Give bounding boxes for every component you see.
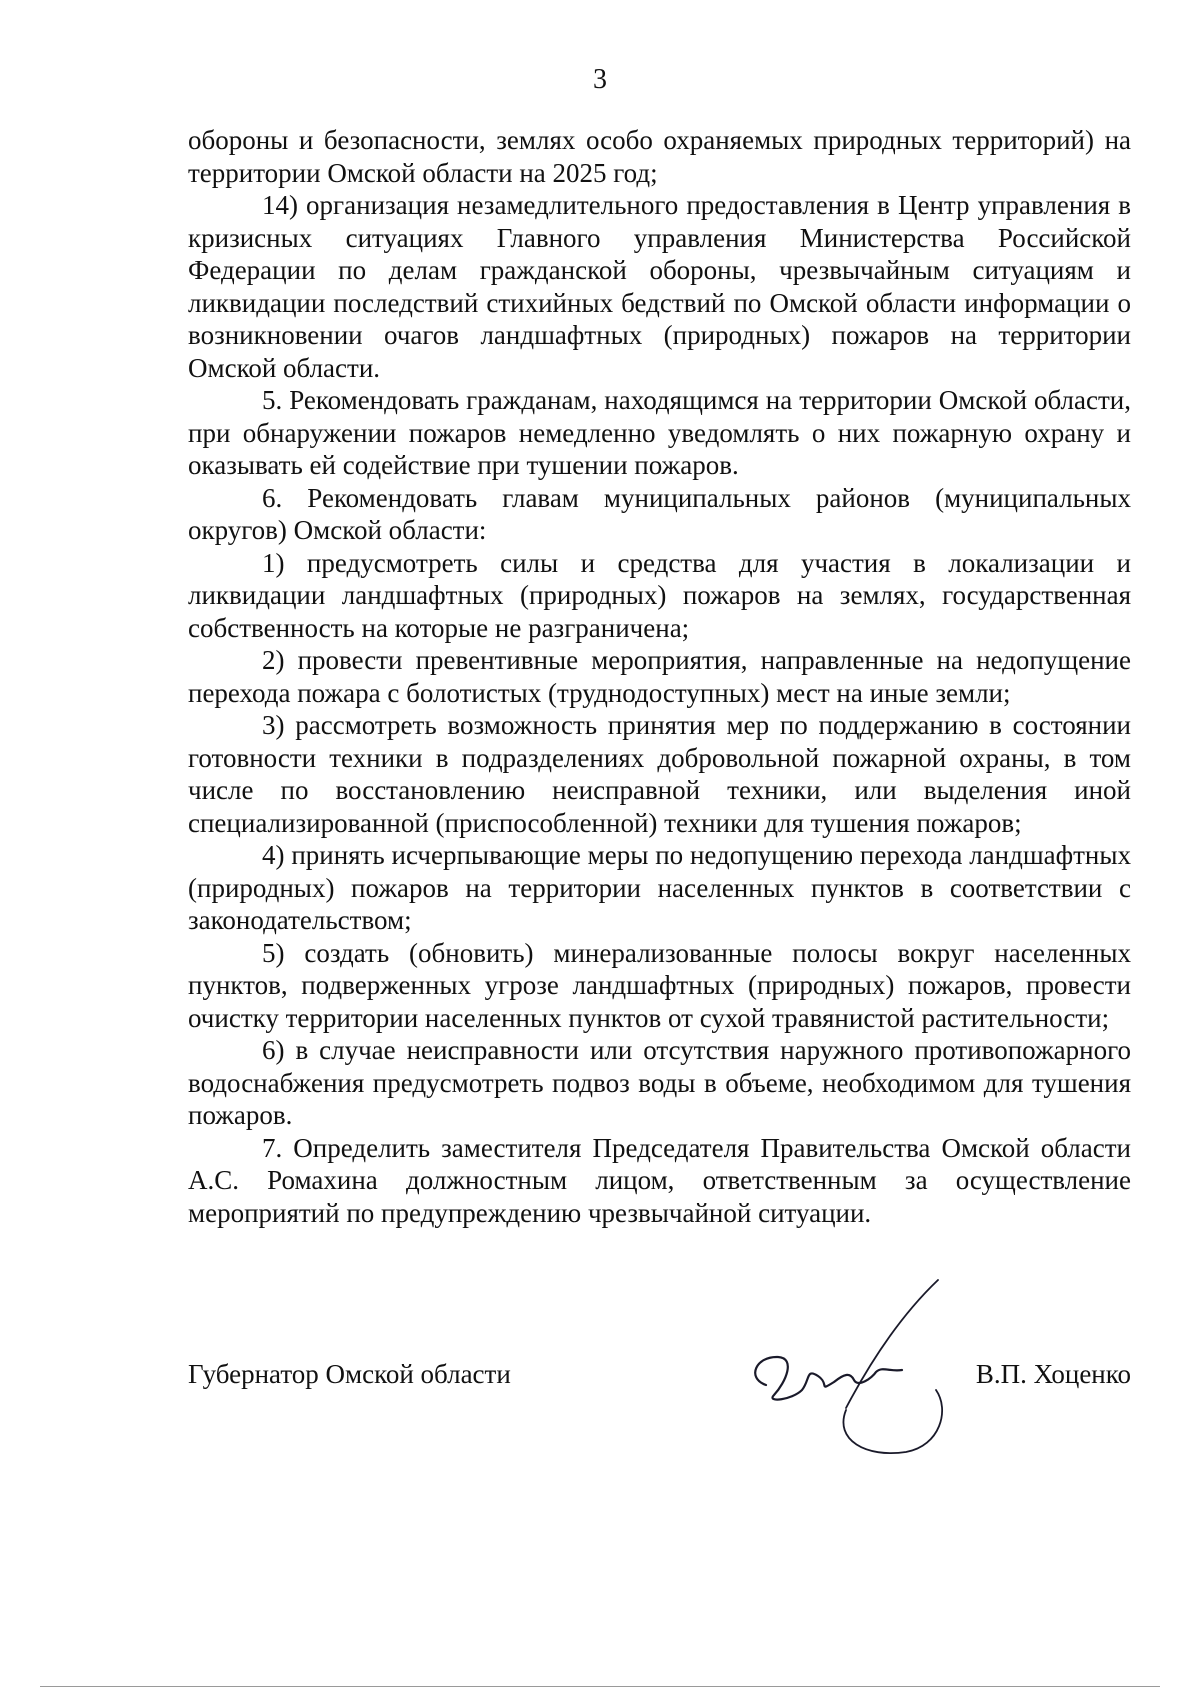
handwritten-signature [726,1260,946,1460]
paragraph-clause-7: 7. Определить заместителя Председателя Правительства Омской области А.С. Ромахина должностным лицом, ответственным за осуществление мероприятий по предупреждению чрезвычайной ситуации. [188,1132,1131,1228]
paragraph-subitem-6: 6) в случае неисправности или отсутствия наружного противопожарного водоснабжения предусмотреть подвоз воды в объеме, необходимом для тушения пожаров. [188,1035,1131,1130]
document-body [188,124,1131,1229]
paragraph-clause-6: 6. Рекомендовать главам муниципальных районов (муниципальных округов) Омской области: [188,482,1131,545]
paragraph-subitem-4: 4) принять исчерпывающие меры по недопущению перехода ландшафтных (природных) пожаров на территории населенных пунктов в соответствии с законодательством; [188,840,1131,935]
paragraph-clause-5: 5. Рекомендовать гражданам, находящимся на территории Омской области, при обнаружении пожаров немедленно уведомлять о них пожарную охрану и оказывать ей содействие при тушении пожаров. [188,385,1131,480]
paragraph-subitem-5: 5) создать (обновить) минерализованные полосы вокруг населенных пунктов, подверженных угрозе ландшафтных (природных) пожаров, провести очистку территории населенных пунктов от сухой травянистой растительности; [188,937,1131,1033]
signatory-name: В.П. Хоценко [975,1359,1131,1389]
paragraph-subitem-1: 1) предусмотреть силы и средства для участия в локализации и ликвидации ландшафтных (природных) пожаров на землях, государственная собственность на которые не разграничена; [188,547,1131,643]
signature-block [188,1340,1131,1420]
signatory-position: Губернатор Омской области [188,1359,511,1389]
paragraph-subitem-2: 2) провести превентивные мероприятия, направленные на недопущение перехода пожара с болотистых (труднодоступных) мест на иные земли; [188,645,1131,708]
bottom-divider [40,1686,1160,1687]
page-number: 3 [593,64,607,95]
paragraph-item-14: 14) организация незамедлительного предоставления в Центр управления в кризисных ситуациях Главного управления Министерства Российской Федерации по делам гражданской обороны, чрезвычайным ситуациям и ликвидации последствий стихийных бедствий по Омской области информации о возникновении очагов ландшафтных (природных) пожаров на территории Омской области. [188,190,1131,383]
paragraph-continuation: обороны и безопасности, землях особо охраняемых природных территорий) на территории Омской области на 2025 год; [188,125,1131,188]
paragraph-subitem-3: 3) рассмотреть возможность принятия мер по поддержанию в состоянии готовности техники в подразделениях добровольной пожарной охраны, в том числе по восстановлению неисправной техники, или выделения иной специализированной (приспособленной) техники для тушения пожаров; [188,710,1131,838]
